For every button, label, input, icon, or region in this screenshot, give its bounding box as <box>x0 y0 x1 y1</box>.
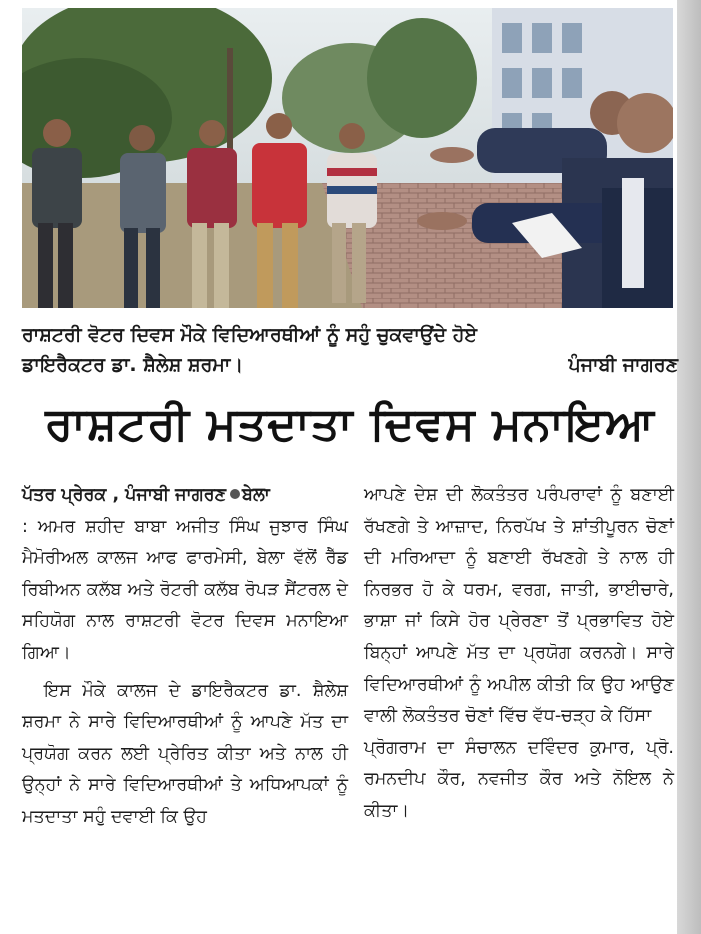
article-column-left <box>22 480 348 834</box>
headline: ਰਾਸ਼ਟਰੀ ਮਤਦਾਤਾ ਦਿਵਸ ਮਨਾਇਆ <box>45 397 655 450</box>
paragraph-1: : ਅਮਰ ਸ਼ਹੀਦ ਬਾਬਾ ਅਜੀਤ ਸਿੰਘ ਜੁਝਾਰ ਸਿੰਘ ਮੈਮੋਰੀਅਲ ਕਾਲਜ ਆਫ ਫਾਰਮੇਸੀ, ਬੇਲਾ ਵੱਲੋਂ ਰੈੱਡ ਰਿਬੀਅਨ ਕਲੱਬ ਅਤੇ ਰੋਟਰੀ ਕਲੱਬ ਰੋਪੜ ਸੈਂਟਰਲ ਦੇ ਸਹਿਯੋਗ ਨਾਲ ਰਾਸ਼ਟਰੀ ਵੋਟਰ ਦਿਵਸ ਮਨਾਇਆ ਗਿਆ। <box>22 516 348 663</box>
article-column-right <box>364 480 674 828</box>
dateline <box>22 480 348 512</box>
photo-credit: ਪੰਜਾਬੀ ਜਾਗਰਣ <box>568 354 678 376</box>
bullet-icon <box>230 489 240 499</box>
caption-line-1: ਰਾਸ਼ਟਰੀ ਵੋਟਰ ਦਿਵਸ ਮੌਕੇ ਵਿਦਿਆਰਥੀਆਂ ਨੂੰ ਸਹੁੰ ਚੁਕਵਾਉਂਦੇ ਹੋਏ <box>22 324 478 346</box>
dateline-place: ਬੇਲਾ <box>242 485 270 505</box>
news-photo <box>22 8 673 308</box>
paragraph-4: ਪ੍ਰੋਗਰਾਮ ਦਾ ਸੰਚਾਲਨ ਦਵਿੰਦਰ ਕੁਮਾਰ, ਪ੍ਰੋ. ਰਮਨਦੀਪ ਕੌਰ, ਨਵਜੀਤ ਕੌਰ ਅਤੇ ਨੋਇਲ ਨੇ ਕੀਤਾ। <box>364 737 674 821</box>
paragraph-3: ਆਪਣੇ ਦੇਸ਼ ਦੀ ਲੋਕਤੰਤਰ ਪਰੰਪਰਾਵਾਂ ਨੂੰ ਬਣਾਈ ਰੱਖਣਗੇ ਤੇ ਆਜ਼ਾਦ, ਨਿਰਪੱਖ ਤੇ ਸ਼ਾਂਤੀਪੂਰਨ ਚੋਣਾਂ ਦੀ ਮਰਿਆਦਾ ਨੂੰ ਬਣਾਈ ਰੱਖਣਗੇ ਤੇ ਨਾਲ ਹੀ ਨਿਰਭਰ ਹੋ ਕੇ ਧਰਮ, ਵਰਗ, ਜਾਤੀ, ਭਾਈਚਾਰੇ, ਭਾਸ਼ਾ ਜਾਂ ਕਿਸੇ ਹੋਰ ਪ੍ਰੇਰਣਾ ਤੋਂ ਪ੍ਰਭਾਵਿਤ ਹੋਏ ਬਿਨ੍ਹਾਂ ਆਪਣੇ ਮੱਤ ਦਾ ਪ੍ਰਯੋਗ ਕਰਨਗੇ। ਸਾਰੇ ਵਿਦਿਆਰਥੀਆਂ ਨੂੰ ਅਪੀਲ ਕੀਤੀ ਕਿ ਉਹ ਆਉਣ ਵਾਲੀ ਲੋਕਤੰਤਰ ਚੋਣਾਂ ਵਿੱਚ ਵੱਧ-ਚੜ੍ਹ ਕੇ ਹਿੱਸਾ <box>364 485 674 727</box>
photo-caption <box>22 320 678 380</box>
photo-illustration <box>22 8 673 308</box>
caption-line-2: ਡਾਇਰੈਕਟਰ ਡਾ. ਸ਼ੈਲੇਸ਼ ਸ਼ਰਮਾ। <box>22 354 244 376</box>
dateline-byline: ਪੱਤਰ ਪ੍ਰੇਰਕ , ਪੰਜਾਬੀ ਜਾਗਰਣ <box>22 485 227 505</box>
scan-edge <box>677 0 701 934</box>
paragraph-2: ਇਸ ਮੌਕੇ ਕਾਲਜ ਦੇ ਡਾਇਰੈਕਟਰ ਡਾ. ਸ਼ੈਲੇਸ਼ ਸ਼ਰਮਾ ਨੇ ਸਾਰੇ ਵਿਦਿਆਰਥੀਆਂ ਨੂੰ ਆਪਣੇ ਮੱਤ ਦਾ ਪ੍ਰਯੋਗ ਕਰਨ ਲਈ ਪ੍ਰੇਰਿਤ ਕੀਤਾ ਅਤੇ ਨਾਲ ਹੀ ਉਨ੍ਹਾਂ ਨੇ ਸਾਰੇ ਵਿਦਿਆਰਥੀਆਂ ਤੇ ਅਧਿਆਪਕਾਂ ਨੂੰ ਮਤਦਾਤਾ ਸਹੁੰ ਦਵਾਈ ਕਿ ਉਹ <box>22 680 348 827</box>
